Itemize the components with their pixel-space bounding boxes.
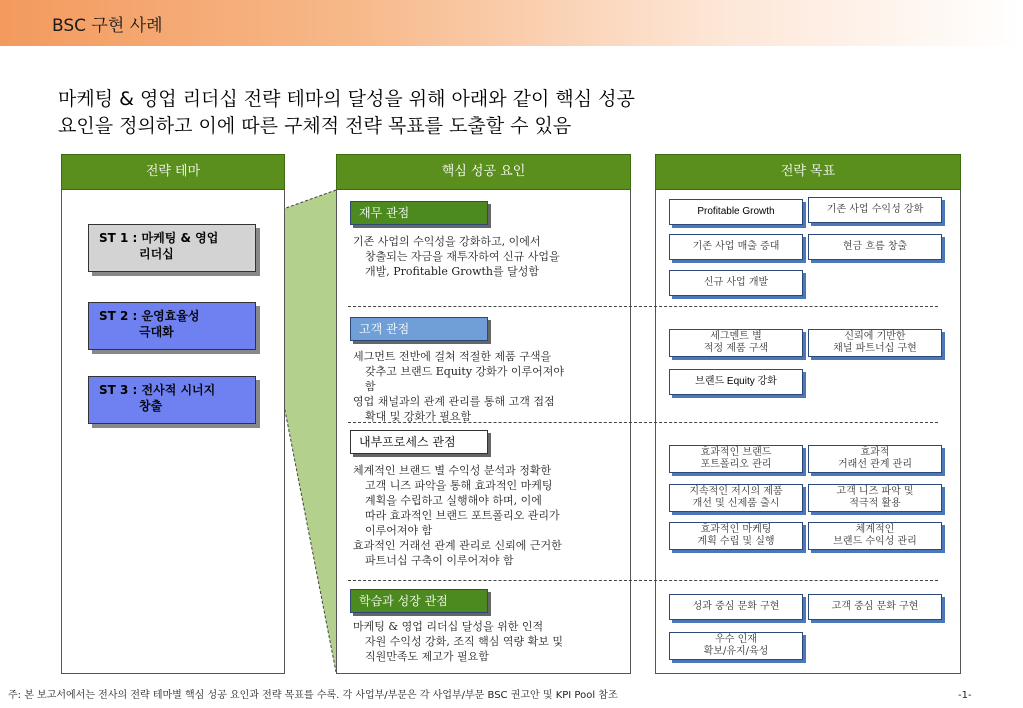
page-number: -1- [958,690,972,701]
factor-financial-text: 기존 사업의 수익성을 강화하고, 이에서 창출되는 자금을 재투자하여 신규 사업을 개발, Profitable Growth를 달성함 [353,235,560,278]
theme-st2-line1: ST 2 : 운영효율성 [99,309,200,323]
separator-1 [348,306,938,307]
theme-st3-line1: ST 3 : 전사적 시너지 [99,383,216,397]
goal-existing-profitability[interactable]: 기존 사업 수익성 강화 [808,197,942,223]
factors-header: 핵심 성공 요인 [336,154,631,190]
factor-customer-text: 세그먼트 전반에 걸쳐 적절한 제품 구색을 갖추고 브랜드 Equity 강화가 이루어져야 함 영업 채널과의 관계 관리를 통해 고객 접점 확대 및 강화가 필요함 [353,350,565,423]
goals-header: 전략 목표 [655,154,961,190]
factor-customer-label[interactable]: 고객 관점 [350,317,488,341]
goal-talent[interactable]: 우수 인재 확보/유지/육성 [669,632,803,660]
goal-account-relationship[interactable]: 효과적 거래선 관계 관리 [808,445,942,473]
goal-profitable-growth[interactable]: Profitable Growth [669,199,803,225]
factor-financial-label[interactable]: 재무 관점 [350,201,488,225]
factor-internal-label[interactable]: 내부프로세스 관점 [350,430,488,454]
theme-st1-line2: 리더십 [139,247,174,261]
factor-learning-label[interactable]: 학습과 성장 관점 [350,589,488,613]
factor-learning-text: 마케팅 & 영업 리더십 달성을 위한 인적 자원 수익성 강화, 조직 핵심 역량 확보 및 직원만족도 제고가 필요함 [353,620,563,663]
goal-existing-sales[interactable]: 기존 사업 매출 증대 [669,234,803,260]
goal-cash-flow[interactable]: 현금 흐름 창출 [808,234,942,260]
factor-internal-text: 체계적인 브랜드 별 수익성 분석과 정확한 고객 니즈 파악을 통해 효과적인 마케팅 계획을 수립하고 실행해야 하며, 이에 따라 효과적인 브랜드 포트폴리오 관리가 이루어져야 함 효과적인 거래선 관계 관리로 신뢰에 근거한 파트너십 구축이 이루어져야 함 [353,464,562,567]
goal-marketing-plan[interactable]: 효과적인 마케팅 계획 수립 및 실행 [669,522,803,550]
theme-st3[interactable] [88,376,256,424]
page-title: BSC 구현 사례 [52,16,163,36]
theme-st1-line1: ST 1 : 마케팅 & 영업 [99,231,219,245]
goal-product-improvement[interactable]: 지속적인 저시의 제품 개선 및 신제품 출시 [669,484,803,512]
goal-customer-needs[interactable]: 고객 니즈 파악 및 적극적 활용 [808,484,942,512]
goal-new-business[interactable]: 신규 사업 개발 [669,270,803,296]
themes-header: 전략 테마 [61,154,285,190]
goal-brand-profitability[interactable]: 체계적인 브랜드 수익성 관리 [808,522,942,550]
theme-st1[interactable] [88,224,256,272]
goal-channel-partnership[interactable]: 신뢰에 기반한 채널 파트너십 구현 [808,329,942,357]
separator-3 [348,580,938,581]
separator-2 [348,422,938,423]
goal-performance-culture[interactable]: 성과 중심 문화 구현 [669,594,803,620]
headline-line-1: 마케팅 & 영업 리더십 전략 테마의 달성을 위해 아래와 같이 핵심 성공 [58,88,635,110]
goal-customer-culture[interactable]: 고객 중심 문화 구현 [808,594,942,620]
goal-segment-assortment[interactable]: 세그멘트 별 적정 제품 구색 [669,329,803,357]
footnote: 주: 본 보고서에서는 전사의 전략 테마별 핵심 성공 요인과 전략 목표를 수록. 각 사업부/부문은 각 사업부/부문 BSC 권고안 및 KPI Pool 참조 [8,690,618,701]
theme-st2-line2: 극대화 [139,325,174,339]
theme-st3-line2: 창출 [139,399,163,413]
goal-brand-equity[interactable]: 브랜드 Equity 강화 [669,369,803,395]
goal-brand-portfolio[interactable]: 효과적인 브랜드 포트폴리오 관리 [669,445,803,473]
headline-line-2: 요인을 정의하고 이에 따른 구체적 전략 목표를 도출할 수 있음 [58,115,572,137]
theme-st2[interactable] [88,302,256,350]
